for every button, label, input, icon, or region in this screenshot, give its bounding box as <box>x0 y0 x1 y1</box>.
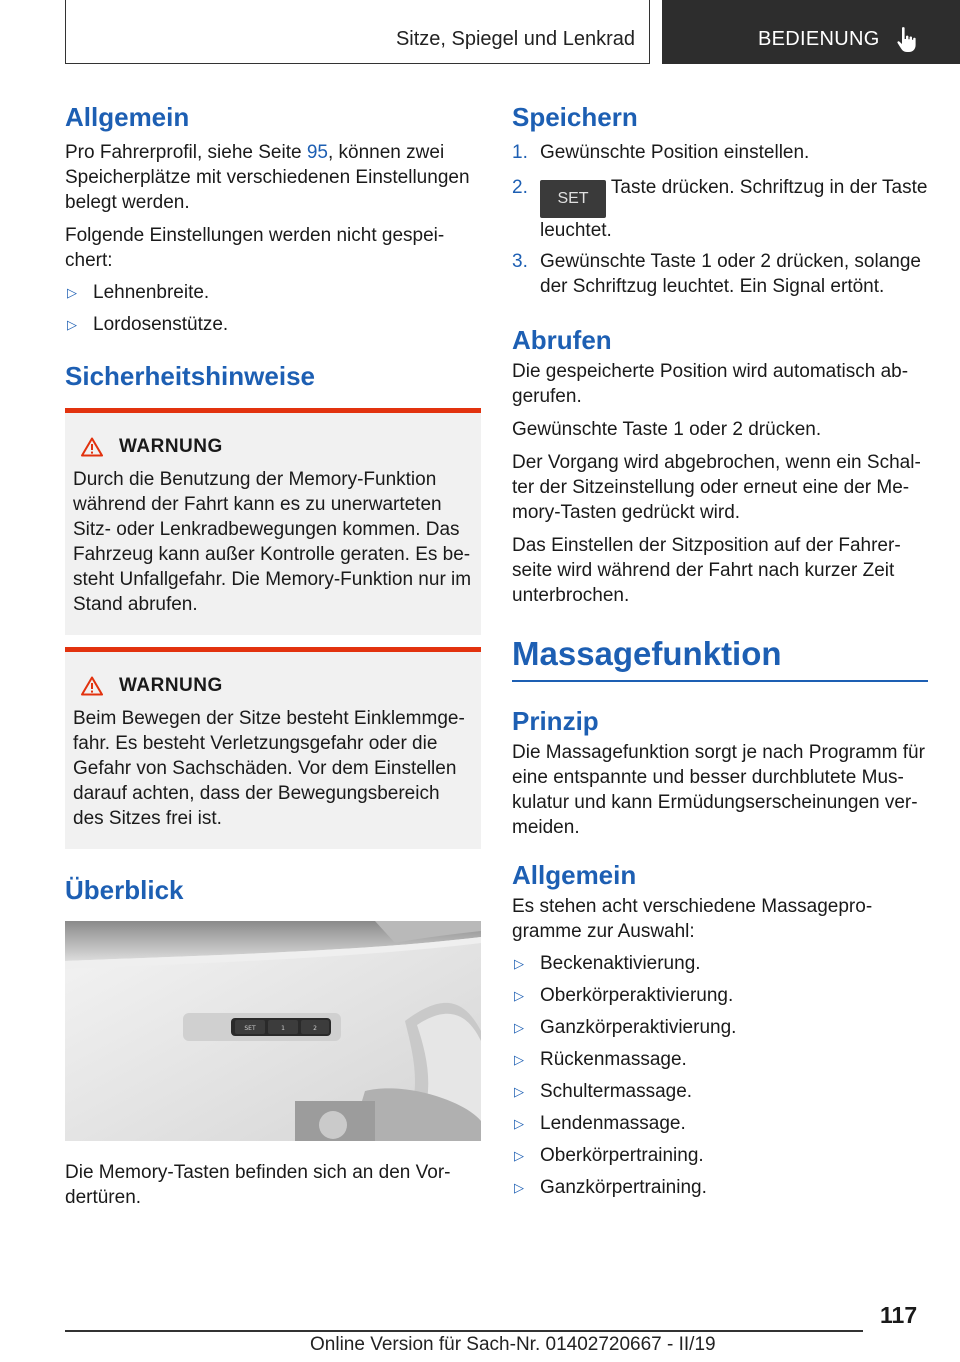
warning-box-1 <box>65 408 481 635</box>
list-item: ▷ Lordosenstütze. <box>67 314 229 335</box>
step-item: 1. Gewünschte Position einstellen. <box>512 142 810 163</box>
ueberblick-heading: Überblick <box>65 875 184 905</box>
warning-triangle-icon <box>81 437 103 457</box>
list-item: ▷ Lendenmassage. <box>514 1113 686 1134</box>
triangle-bullet-icon: ▷ <box>514 988 524 1003</box>
list-item: ▷ Rückenmassage. <box>514 1049 687 1070</box>
triangle-bullet-icon: ▷ <box>514 1052 524 1067</box>
list-item: ▷ Oberkörperaktivierung. <box>514 985 734 1006</box>
list-item: ▷ Schultermassage. <box>514 1081 693 1102</box>
speichern-heading: Speichern <box>512 102 638 132</box>
section-rule <box>512 680 928 682</box>
header-section-box <box>65 0 650 64</box>
list-item: ▷ Oberkörpertraining. <box>514 1145 704 1166</box>
footer-text: Online Version für Sach-Nr. 01402720667 - II/19 <box>310 1334 716 1355</box>
massage-program-list <box>512 951 928 1200</box>
triangle-bullet-icon: ▷ <box>514 1116 524 1131</box>
triangle-bullet-icon: ▷ <box>67 285 77 300</box>
massage-heading: Massagefunktion <box>512 635 782 672</box>
list-item: ▷ Ganzkörperaktivierung. <box>514 1017 737 1038</box>
sicherheit-heading: Sicherheitshinweise <box>65 361 315 391</box>
speichern-steps <box>512 140 928 299</box>
set-button-icon: SET <box>540 180 606 218</box>
photo-caption: Die Memory-Tasten befinden sich an den Vordertüren. <box>65 1162 451 1208</box>
photo-set-button: SET <box>244 1025 256 1032</box>
step-item: 2. SET Taste drücken. Schriftzug in der Taste leuchtet. <box>512 177 928 241</box>
triangle-bullet-icon: ▷ <box>514 1148 524 1163</box>
allgemein-paragraph-2: Folgende Einstellungen werden nicht gespeichert: <box>65 225 445 271</box>
allgemein-heading: Allgemein <box>65 102 190 132</box>
page-link[interactable]: 95 <box>306 142 328 163</box>
list-item: ▷ Beckenaktivierung. <box>514 953 701 974</box>
abrufen-heading: Abrufen <box>512 325 612 355</box>
footer-rule <box>65 1330 863 1332</box>
header-chapter-tab <box>662 0 960 64</box>
allgemein-paragraph-1: Pro Fahrerprofil, siehe Seite 95, können zwei Speicherplätze mit verschiedenen Einstellungen belegt werden. <box>65 142 470 213</box>
step-item: 3. Gewünschte Taste 1 oder 2 drücken, solange der Schriftzug leuchtet. Ein Signal ertönt. <box>512 251 921 297</box>
prinzip-paragraph: Die Massagefunktion sorgt je nach Programm für eine entspannte und besser durchblutete Muskulatur und kann Ermüdungserscheinungen vermeiden. <box>512 742 925 838</box>
abrufen-paragraph-4: Das Einstellen der Sitzposition auf der Fahrerseite wird während der Fahrt nach kurzer Zeit unterbrochen. <box>512 535 901 606</box>
header-section-title: Sitze, Spiegel und Lenkrad <box>395 28 635 50</box>
warning-box-2 <box>65 647 481 849</box>
triangle-bullet-icon: ▷ <box>514 1180 524 1195</box>
triangle-bullet-icon: ▷ <box>514 956 524 971</box>
abrufen-paragraph-1: Die gespeicherte Position wird automatisch abgerufen. <box>512 361 909 407</box>
warning-triangle-icon <box>81 676 103 696</box>
photo-memory-2-button: 2 <box>313 1025 317 1032</box>
massage-allgemein-paragraph: Es stehen acht verschiedene Massageprogramme zur Auswahl: <box>512 896 873 942</box>
photo-memory-1-button: 1 <box>281 1025 285 1032</box>
warning-text: Durch die Benutzung der Memory-Funktion während der Fahrt kann es zu unerwarteten Sitz- oder Lenkradbewegungen kommen. Das Fahrzeug kann außer Kontrolle geraten. Es besteht Unfallgefahr. Die Memory-Funktion nur im Stand abrufen. <box>73 469 472 615</box>
list-item: ▷ Lehnenbreite. <box>67 282 210 303</box>
pointing-hand-icon <box>896 26 922 54</box>
abrufen-paragraph-3: Der Vorgang wird abgebrochen, wenn ein Schalter der Sitzeinstellung oder erneut eine der Memory-Tasten gedrückt wird. <box>512 452 921 523</box>
abrufen-paragraph-2: Gewünschte Taste 1 oder 2 drücken. <box>512 419 822 440</box>
left-column <box>65 100 481 1210</box>
right-column <box>512 100 928 1200</box>
warning-title: WARNUNG <box>119 675 223 696</box>
allgemein-list <box>65 280 481 337</box>
massage-allgemein-heading: Allgemein <box>512 860 637 890</box>
list-item: ▷ Ganzkörpertraining. <box>514 1177 707 1198</box>
warning-text: Beim Bewegen der Sitze besteht Einklemmgefahr. Es besteht Verletzungsgefahr oder die Gefahr von Sachschäden. Vor dem Einstellen darauf achten, dass der Bewegungsbereich des Sitzes frei ist. <box>73 708 465 829</box>
triangle-bullet-icon: ▷ <box>514 1084 524 1099</box>
warning-title: WARNUNG <box>119 436 223 457</box>
door-memory-buttons-photo <box>65 921 481 1141</box>
prinzip-heading: Prinzip <box>512 706 599 736</box>
page-number: 117 <box>880 1302 918 1328</box>
triangle-bullet-icon: ▷ <box>514 1020 524 1035</box>
header-chapter-title: BEDIENUNG <box>758 28 880 50</box>
triangle-bullet-icon: ▷ <box>67 317 77 332</box>
